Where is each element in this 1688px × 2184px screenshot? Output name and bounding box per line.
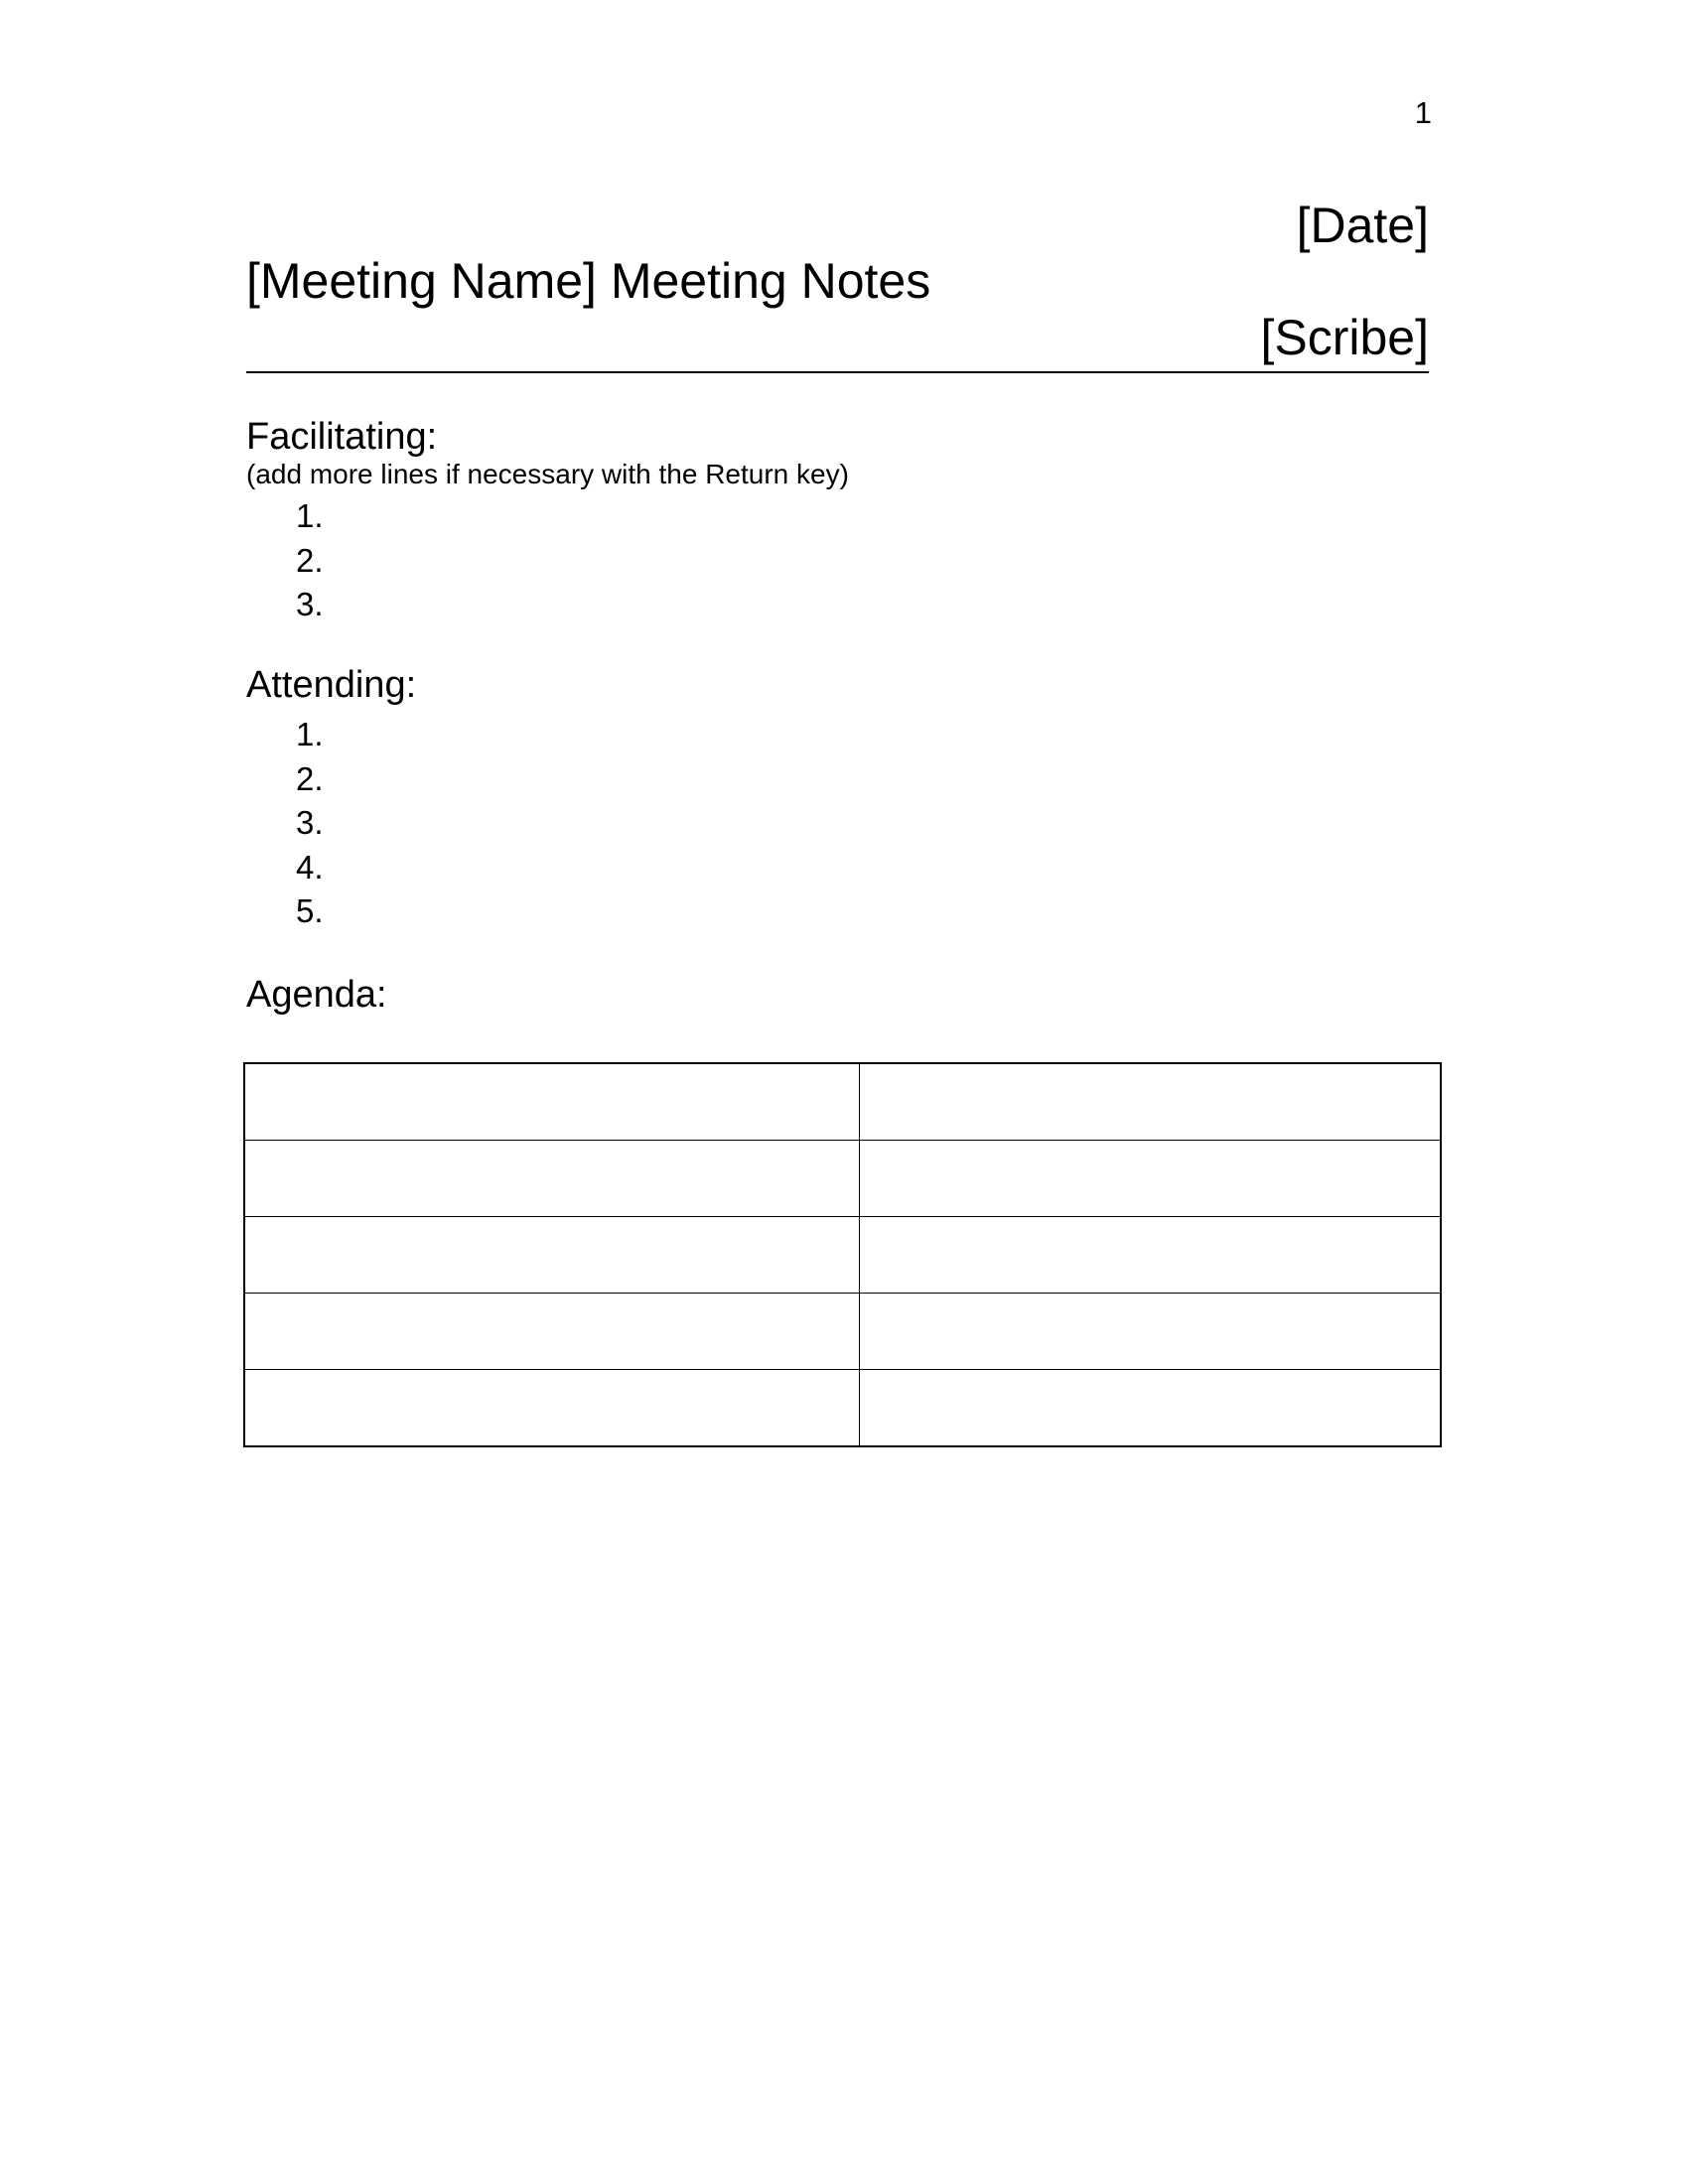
agenda-cell[interactable] [860,1370,1441,1447]
agenda-cell[interactable] [244,1063,860,1141]
table-row [244,1141,1441,1217]
agenda-cell[interactable] [860,1217,1441,1294]
facilitating-item[interactable]: 3. [296,586,324,622]
facilitating-note: (add more lines if necessary with the Return key) [246,459,849,489]
facilitating-item[interactable]: 2. [296,541,324,579]
table-row [244,1063,1441,1141]
facilitating-item[interactable]: 1. [296,497,324,534]
facilitating-list [296,494,324,627]
document-header [246,197,1429,373]
attending-item[interactable]: 3. [296,804,324,841]
table-row [244,1217,1441,1294]
meeting-scribe[interactable]: [Scribe] [1260,310,1429,365]
agenda-table [243,1062,1442,1447]
table-row [244,1370,1441,1447]
facilitating-heading: Facilitating: [246,416,438,458]
attending-heading: Attending: [246,664,417,706]
attending-item[interactable]: 5. [296,892,324,929]
agenda-cell[interactable] [244,1217,860,1294]
agenda-cell[interactable] [244,1294,860,1370]
agenda-cell[interactable] [860,1063,1441,1141]
meeting-title[interactable]: [Meeting Name] Meeting Notes [246,253,931,309]
attending-list [296,713,324,934]
attending-item[interactable]: 1. [296,716,324,752]
agenda-cell[interactable] [244,1370,860,1447]
agenda-cell[interactable] [860,1294,1441,1370]
page-number: 1 [1414,95,1432,130]
agenda-cell[interactable] [244,1141,860,1217]
table-row [244,1294,1441,1370]
meeting-date[interactable]: [Date] [1296,198,1429,253]
agenda-heading: Agenda: [246,974,387,1016]
attending-item[interactable]: 2. [296,759,324,797]
attending-item[interactable]: 4. [296,848,324,886]
agenda-cell[interactable] [860,1141,1441,1217]
